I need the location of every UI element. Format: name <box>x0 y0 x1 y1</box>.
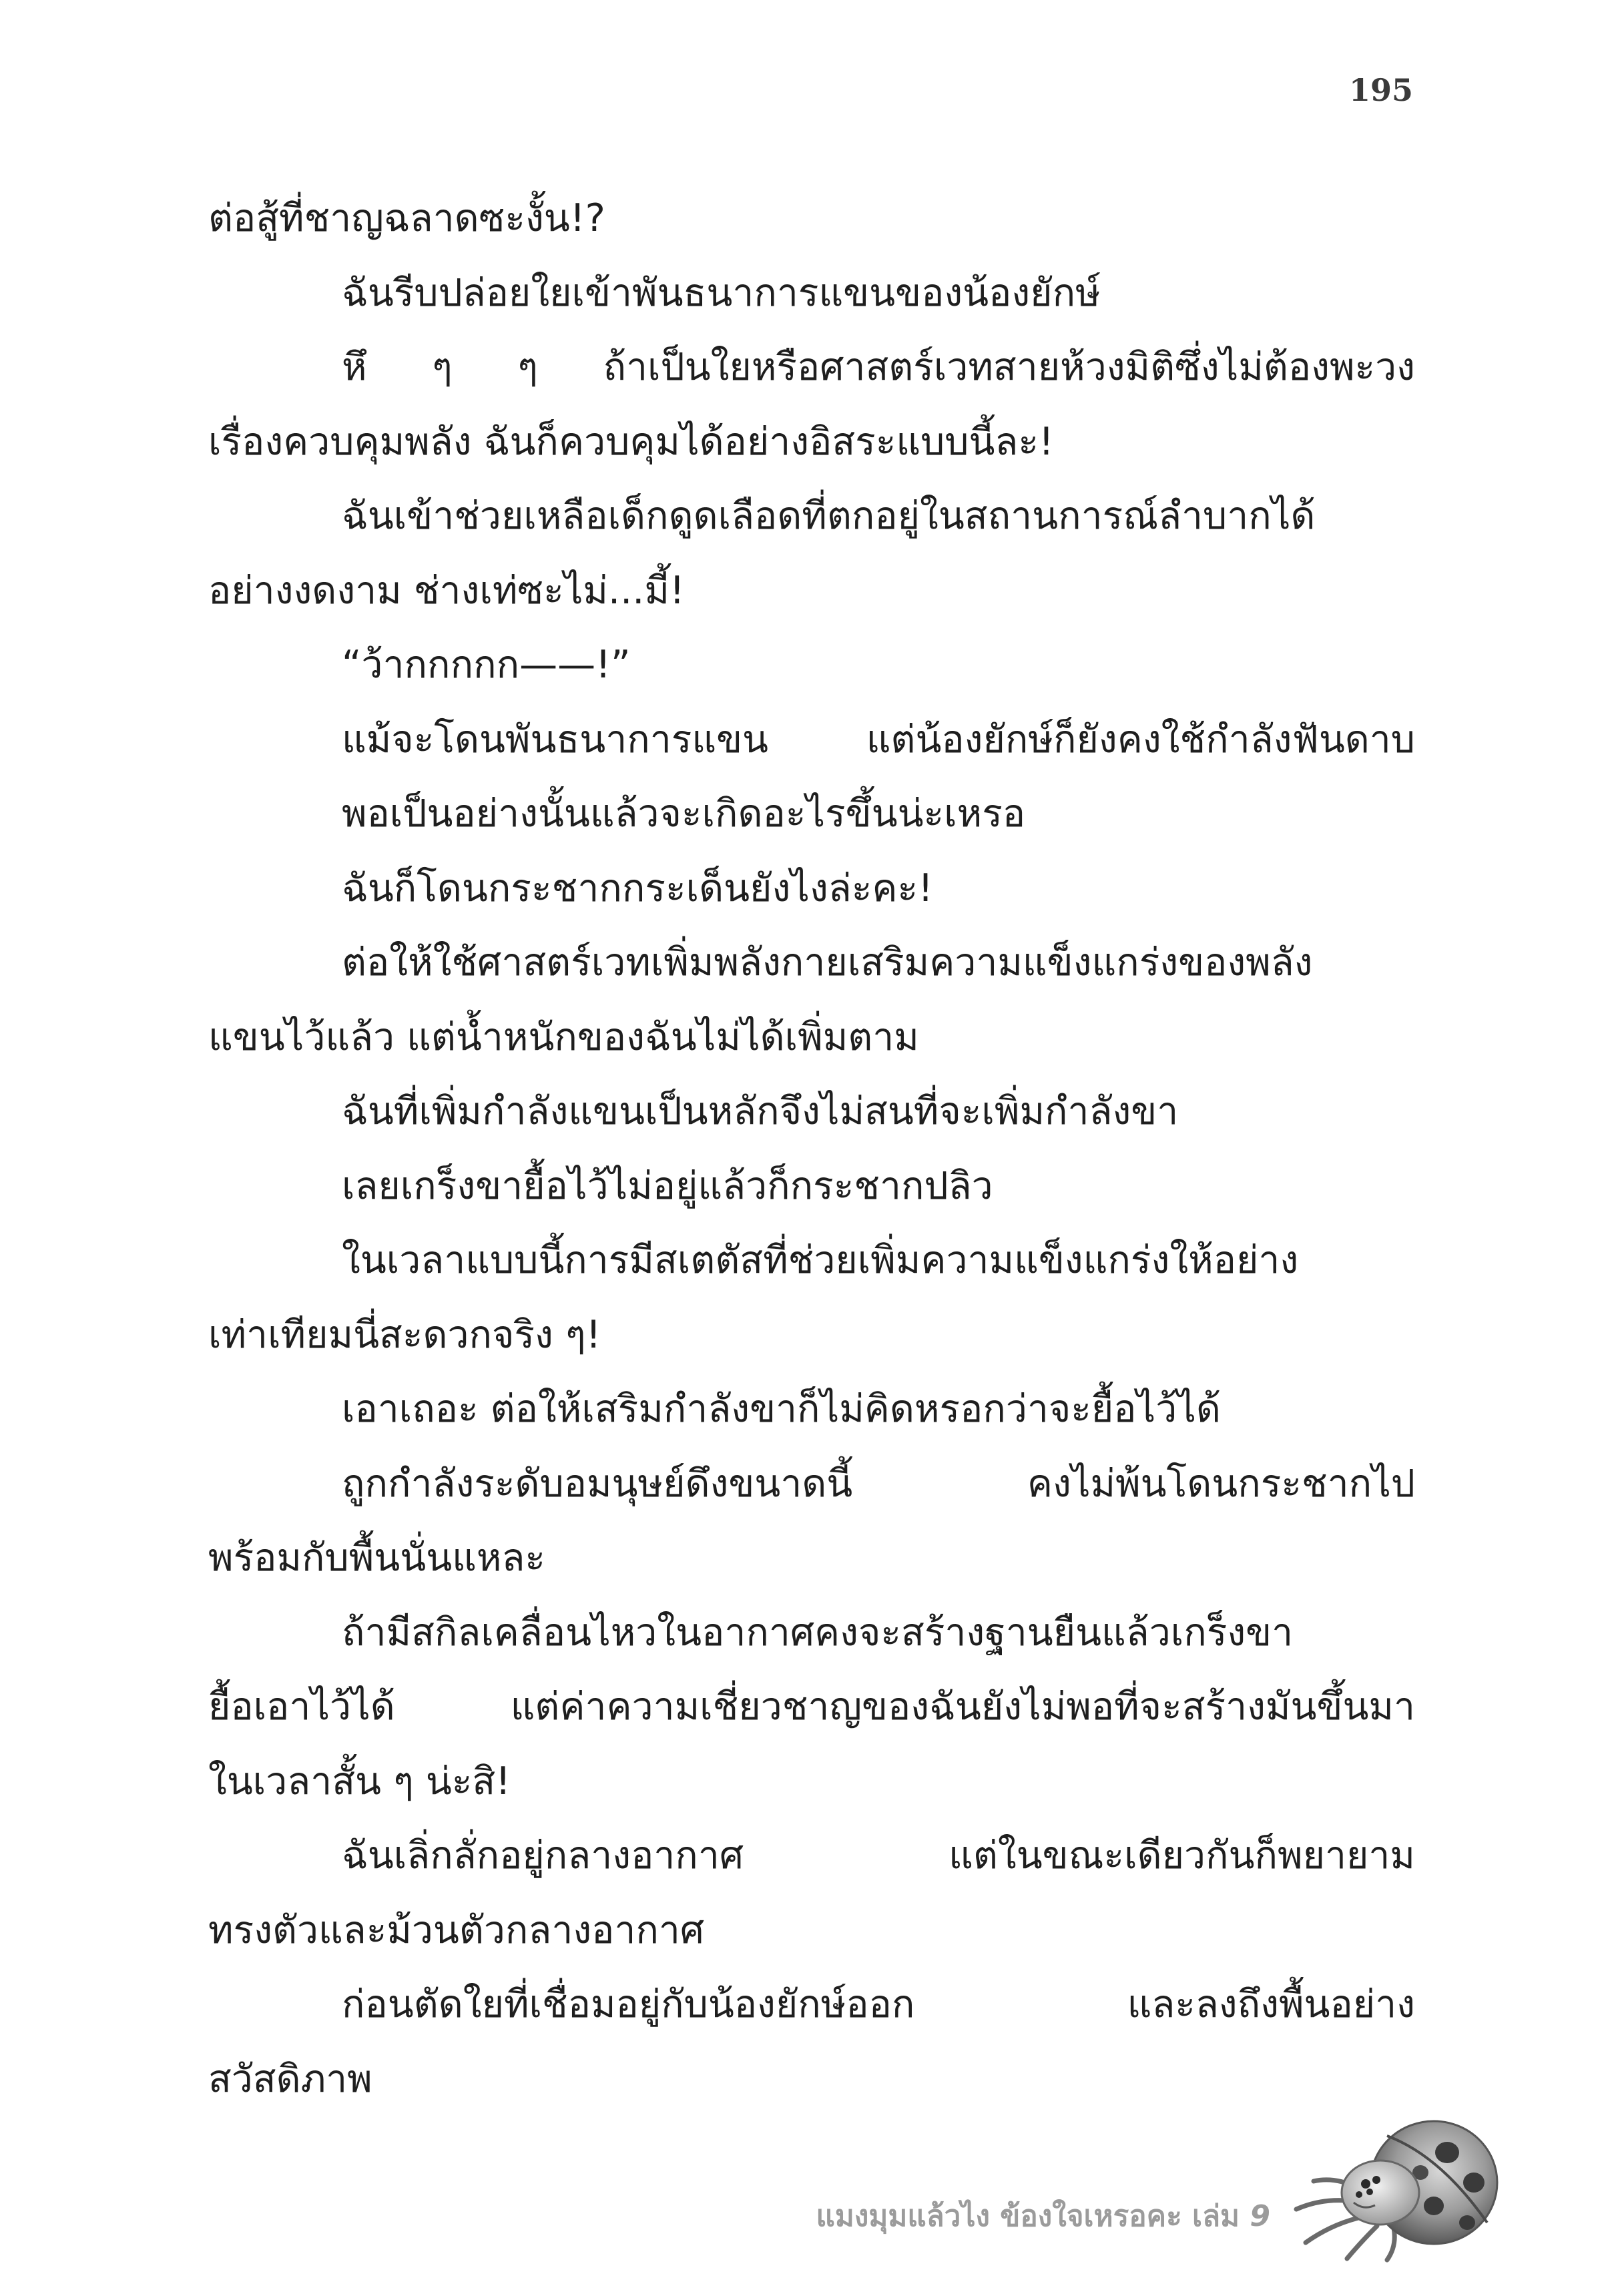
text-line: ถูกกำลังระดับอมนุษย์ดึงขนาดนี้ คงไม่พ้นโดนกระชากไป <box>342 1461 1415 1506</box>
text-line: พร้อมกับพื้นนั่นแหละ <box>208 1536 546 1580</box>
page-number: 195 <box>1348 72 1413 108</box>
text-line: อย่างงดงาม ช่างเท่ซะไม่...มี้! <box>208 568 685 613</box>
book-title <box>816 2193 1270 2239</box>
spider-ladybug-icon <box>1287 2116 1507 2263</box>
text-line: ในเวลาสั้น ๆ น่ะสิ! <box>208 1759 511 1803</box>
text-line: ฉันเข้าช่วยเหลือเด็กดูดเลือดที่ตกอยู่ในสถานการณ์ลำบากได้ <box>342 494 1316 538</box>
text-line: พอเป็นอย่างนั้นแล้วจะเกิดอะไรขึ้นน่ะเหรอ <box>342 792 1026 836</box>
text-line: แม้จะโดนพันธนาการแขน แต่น้องยักษ์ก็ยังคงใช้กำลังฟันดาบ <box>342 717 1415 762</box>
text-line: ฉันก็โดนกระชากกระเด็นยังไงล่ะคะ! <box>342 866 933 910</box>
text-line: เท่าเทียมนี่สะดวกจริง ๆ! <box>208 1312 601 1357</box>
text-line: ฉันรีบปล่อยใยเข้าพันธนาการแขนของน้องยักษ์ <box>342 270 1101 315</box>
text-line: ฉันเลิ่กลั่กอยู่กลางอากาศ แต่ในขณะเดียวกันก็พยายาม <box>342 1833 1415 1878</box>
text-line: ถ้ามีสกิลเคลื่อนไหวในอากาศคงจะสร้างฐานยืนแล้วเกร็งขา <box>342 1610 1294 1655</box>
text-line: ฉันที่เพิ่มกำลังแขนเป็นหลักจึงไม่สนที่จะเพิ่มกำลังขา <box>342 1089 1179 1133</box>
text-line: แขนไว้แล้ว แต่น้ำหนักของฉันไม่ได้เพิ่มตาม <box>208 1015 919 1059</box>
text-line: ต่อให้ใช้ศาสตร์เวทเพิ่มพลังกายเสริมความแข็งแกร่งของพลัง <box>342 940 1313 984</box>
volume-number: 9 <box>1250 2199 1270 2233</box>
text-line: หึ ๆ ๆ ถ้าเป็นใยหรือศาสตร์เวทสายห้วงมิติซึ่งไม่ต้องพะวง <box>342 345 1415 389</box>
text-line: ต่อสู้ที่ชาญฉลาดซะงั้น!? <box>208 196 605 240</box>
text-line: เรื่องควบคุมพลัง ฉันก็ควบคุมได้อย่างอิสระแบบนี้ละ! <box>208 419 1054 464</box>
text-line: ยื้อเอาไว้ได้ แต่ค่าความเชี่ยวชาญของฉันยังไม่พอที่จะสร้างมันขึ้นมา <box>208 1685 1415 1729</box>
text-line: ในเวลาแบบนี้การมีสเตตัสที่ช่วยเพิ่มความแข็งแกร่งให้อย่าง <box>342 1238 1299 1282</box>
text-line: สวัสดิภาพ <box>208 2056 372 2101</box>
text-line: “ว้ากกกกก——!” <box>342 643 631 687</box>
text-line: ก่อนตัดใยที่เชื่อมอยู่กับน้องยักษ์ออก และลงถึงพื้นอย่าง <box>342 1982 1415 2026</box>
book-title-text: แมงมุมแล้วไง ข้องใจเหรอคะ เล่ม <box>816 2199 1240 2233</box>
text-line: เอาเถอะ ต่อให้เสริมกำลังขาก็ไม่คิดหรอกว่าจะยื้อไว้ได้ <box>342 1387 1221 1431</box>
text-line: เลยเกร็งขายื้อไว้ไม่อยู่แล้วก็กระชากปลิว <box>342 1163 993 1208</box>
text-line: ทรงตัวและม้วนตัวกลางอากาศ <box>208 1908 705 1952</box>
